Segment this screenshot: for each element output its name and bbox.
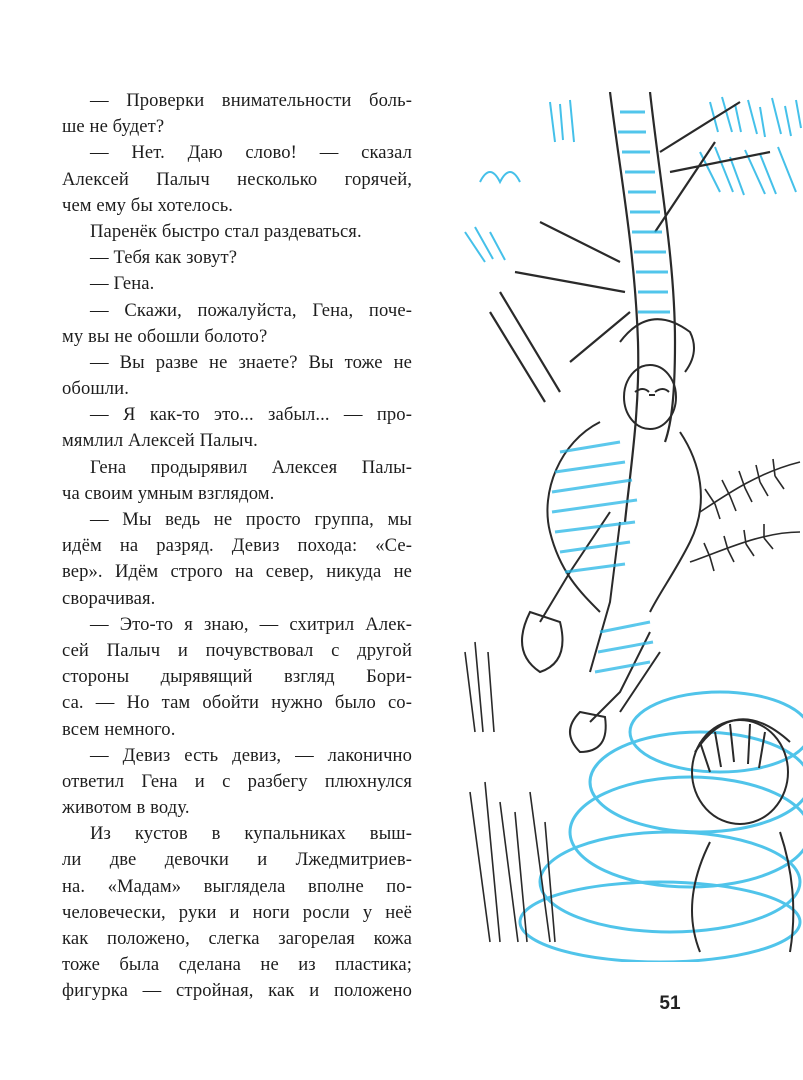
text-line: человечески, руки и ноги росли у неё [62,901,412,923]
text-line: му вы не обошли болото? [62,325,268,347]
text-line: идём на разряд. Девиз похода: «Се- [62,535,412,557]
text-line: чем ему бы хотелось. [62,194,234,216]
text-line: ше не будет? [62,116,165,138]
text-line: Из кустов в купальниках выш- [90,823,412,845]
foliage-top [465,97,801,262]
man-figure [522,319,701,752]
grass [465,642,555,942]
text-line: обошли. [62,378,129,400]
text-line: — Нет. Даю слово! — сказал [90,142,412,164]
text-line: сворачивая. [62,587,156,609]
text-line: стороны дырявящий взгляд Бори- [62,666,412,688]
text-line: — Девиз есть девиз, — лаконично [90,744,412,766]
text-line: мямлил Алексей Палыч. [62,430,258,452]
fern-plant [690,459,800,571]
text-line: ли две девочки и Лжедмитриев- [62,849,412,871]
text-line: — Тебя как зовут? [90,247,238,269]
tree-trunk [490,92,770,522]
text-line: на. «Мадам» выглядела вполне по- [62,875,412,897]
text-line: ответил Гена и с разбегу плюхнулся [62,770,412,792]
text-line: Паренёк быстро стал раздеваться. [90,220,362,242]
text-line: всем немного. [62,718,176,740]
text-line: — Скажи, пожалуйста, Гена, поче- [90,299,412,321]
page-number: 51 [659,993,681,1014]
text-line: — Мы ведь не просто группа, мы [90,509,412,530]
text-line: ча своим умным взглядом. [62,482,275,504]
text-line: — Это-то я знаю, — схитрил Алек- [90,613,412,635]
man-shading [552,442,653,672]
text-line: Алексей Палыч несколько горячей, [62,168,412,190]
text-line: — Гена. [90,273,155,295]
illustration [460,92,803,962]
child-figure [692,719,793,952]
text-line: как положено, слегка загорелая кожа [62,928,412,949]
text-line: Гена продырявил Алексея Палы- [90,456,412,478]
text-line: фигурка — стройная, как и положено [62,980,412,1002]
text-line: — Проверки внимательности боль- [90,90,412,111]
text-line: животом в воду. [62,797,190,819]
text-line: вер». Идём строго на север, никуда не [62,561,412,583]
text-line: — Вы разве не знаете? Вы тоже не [90,351,412,373]
text-line: сей Палыч и почувствовал с другой [62,639,412,661]
text-line: тоже была сделана не из пластика; [62,954,412,976]
water-ripples [520,692,803,962]
text-line: са. — Но там обойти нужно было со- [62,692,412,714]
text-line: — Я как-то это... забыл... — про- [90,404,412,426]
text-column [62,88,412,1005]
